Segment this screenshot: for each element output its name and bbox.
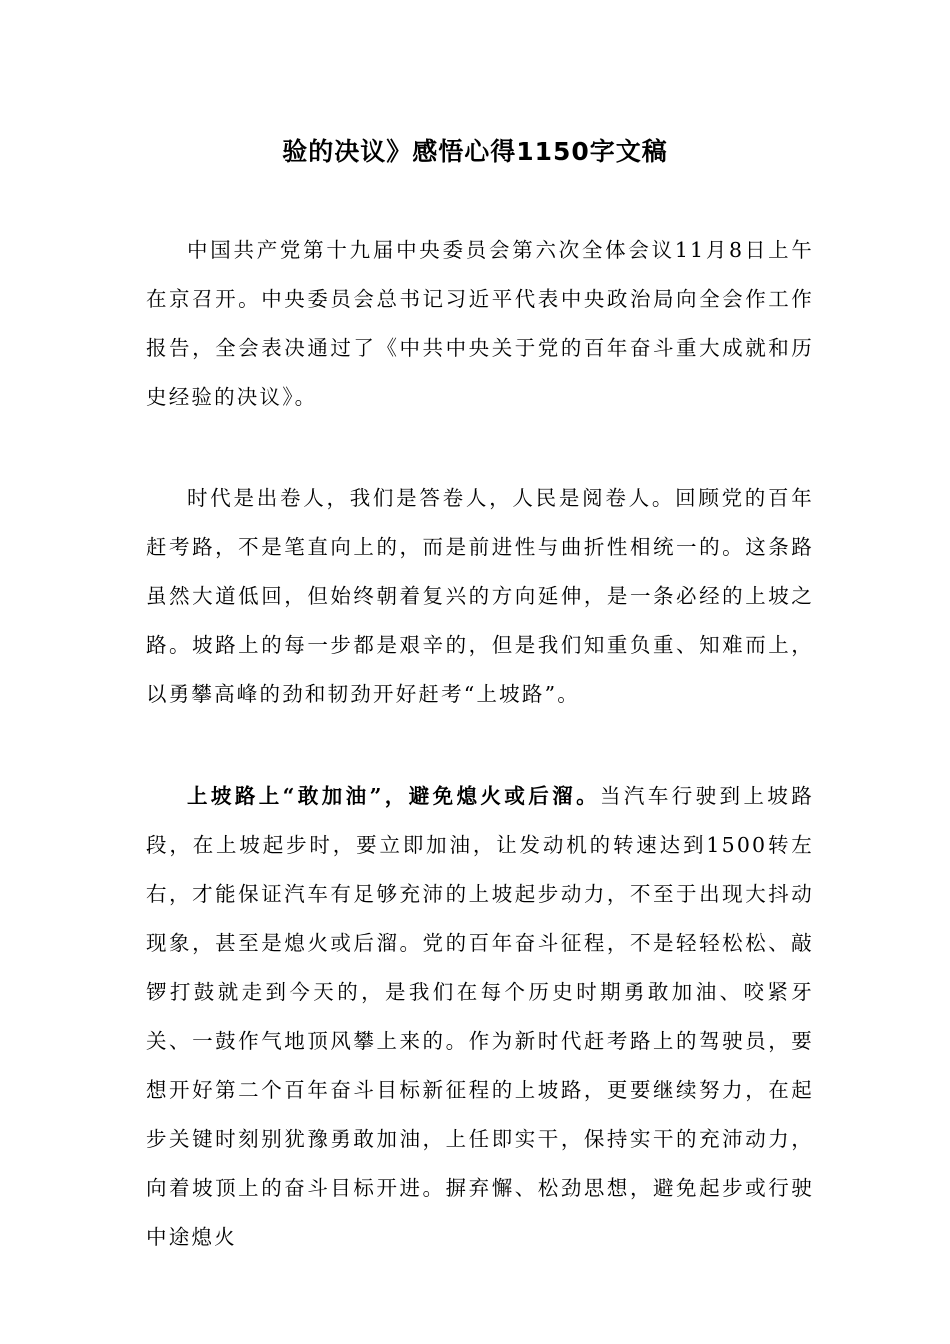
paragraph-3-lead-heading: 上坡路上“敢加油”，避免熄火或后溜。 [187, 784, 600, 808]
paragraph-2-text: 时代是出卷人，我们是答卷人，人民是阅卷人。回顾党的百年赶考路，不是笔直向上的，而是前进性与曲折性相统一的。这条路虽然大道低回，但始终朝着复兴的方向延伸，是一条必经的上坡之路。坡路上的每一步都是艰辛的，但是我们知重负重、知难而上，以勇攀高峰的劲和韧劲开好赶考“上坡路”。 [146, 486, 814, 706]
paragraph-2 [146, 474, 814, 719]
paragraph-1 [146, 226, 814, 422]
paragraph-1-text: 中国共产党第十九届中央委员会第六次全体会议11月8日上午在京召开。中央委员会总书记习近平代表中央政治局向全会作工作报告，全会表决通过了《中共中央关于党的百年奋斗重大成就和历史经验的决议》。 [146, 238, 814, 409]
paragraph-3-text: 当汽车行驶到上坡路段，在上坡起步时，要立即加油，让发动机的转速达到1500转左右，才能保证汽车有足够充沛的上坡起步动力，不至于出现大抖动现象，甚至是熄火或后溜。党的百年奋斗征程，不是轻轻松松、敲锣打鼓就走到今天的，是我们在每个历史时期勇敢加油、咬紧牙关、一鼓作气地顶风攀上来的。作为新时代赶考路上的驾驶员，要想开好第二个百年奋斗目标新征程的上坡路，更要继续努力，在起步关键时刻别犹豫勇敢加油，上任即实干，保持实干的充沛动力，向着坡顶上的奋斗目标开进。摒弃懈、松劲思想，避免起步或行驶中途熄火 [146, 784, 814, 1249]
document-title: 验的决议》感悟心得1150字文稿 [282, 137, 668, 166]
paragraph-3 [146, 772, 814, 1262]
